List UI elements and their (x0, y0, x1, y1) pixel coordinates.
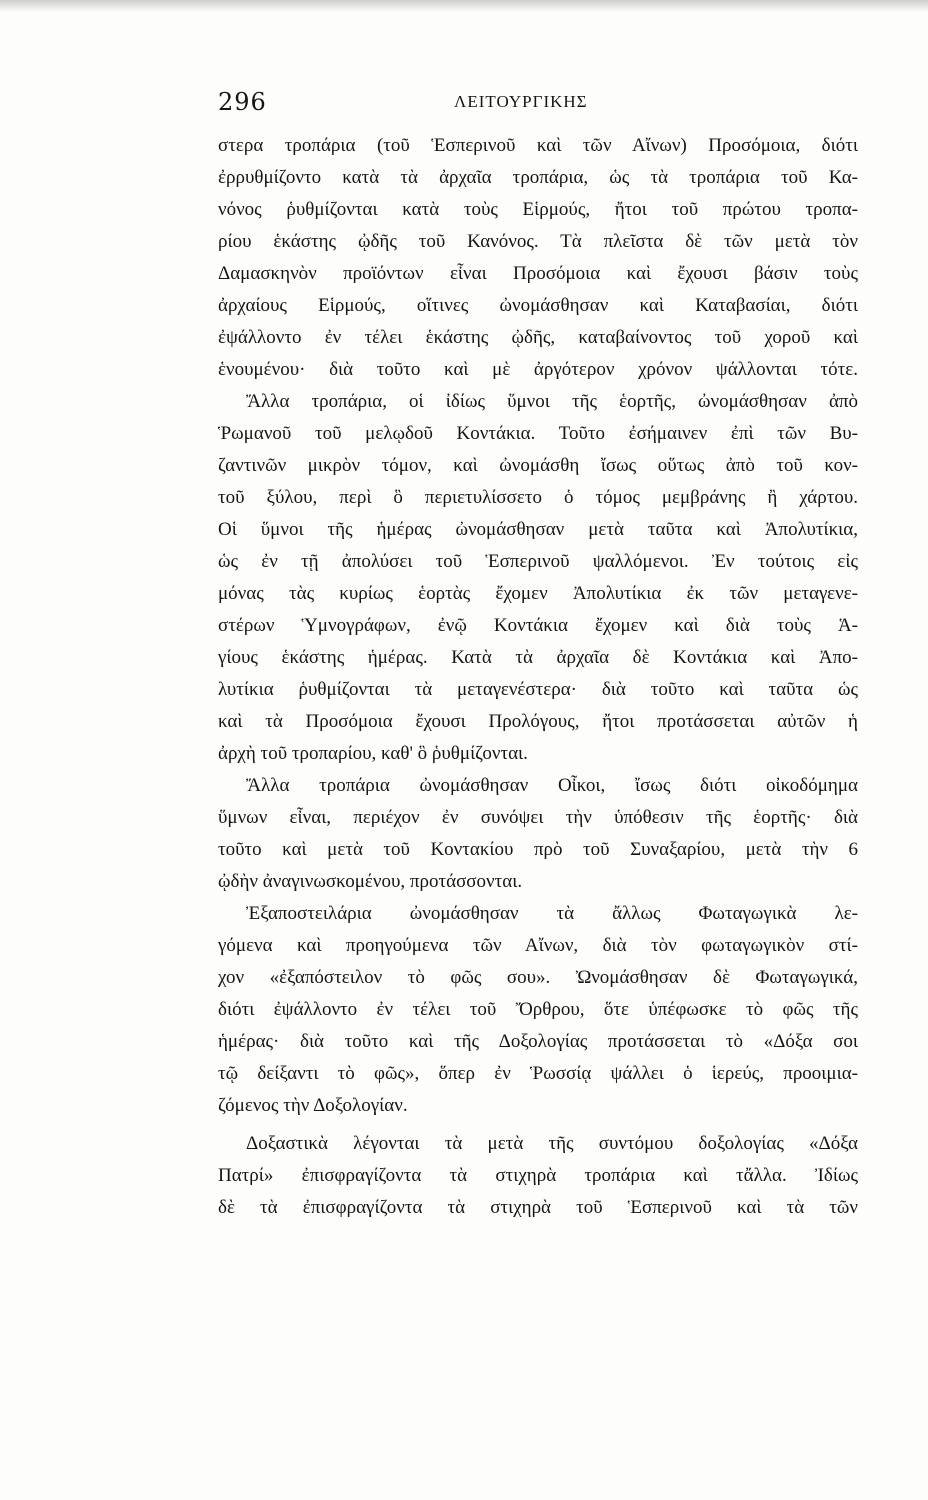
text-line: Δοξαστικὰ λέγονται τὰ μετὰ τῆς συντόμου δοξολογίας «Δόξα (246, 1133, 858, 1154)
text-line: καὶ τὰ Προσόμοια ἔχουσι Προλόγους, ἤτοι προτάσσεται αὐτῶν ἡ (218, 711, 858, 732)
page-number: 296 (218, 88, 267, 116)
text-line: ὡς ἐν τῇ ἀπολύσει τοῦ Ἑσπερινοῦ ψαλλόμενοι. Ἐν τούτοις εἰς (218, 551, 858, 572)
text-line: ἐψάλλοντο ἐν τέλει ἑκάστης ᾠδῆς, καταβαίνοντος τοῦ χοροῦ καὶ (218, 327, 858, 348)
text-line: Ῥωμανοῦ τοῦ μελῳδοῦ Κοντάκια. Τοῦτο ἐσήμαινεν ἐπὶ τῶν Βυ- (218, 423, 858, 444)
text-line: τοῦ ξύλου, περὶ ὃ περιετυλίσσετο ὁ τόμος μεμβράνης ἢ χάρτου. (218, 487, 858, 508)
text-line: ἀρχαίους Εἱρμούς, οἵτινες ὠνομάσθησαν καὶ Καταβασίαι, διότι (218, 295, 858, 316)
text-line: γίους ἑκάστης ἡμέρας. Κατὰ τὰ ἀρχαῖα δὲ Κοντάκια καὶ Ἀπο- (218, 647, 858, 668)
text-line: ζόμενος τὴν Δοξολογίαν. (218, 1095, 408, 1116)
text-line: χον «ἐξαπόστειλον τὸ φῶς σου». Ὠνομάσθησαν δὲ Φωταγωγικά, (218, 967, 858, 988)
text-line: ἑνουμένου· διὰ τοῦτο καὶ μὲ ἀργότερον χρόνον ψάλλονται τότε. (218, 359, 858, 380)
text-line: ζαντινῶν μικρὸν τόμον, καὶ ὠνομάσθη ἴσως οὕτως ἀπὸ τοῦ κον- (218, 455, 858, 476)
running-title: ΛΕΙΤΟΥΡΓΙΚΗΣ (454, 92, 588, 111)
text-line: ρίου ἑκάστης ᾠδῆς τοῦ Κανόνος. Τὰ πλεῖστα δὲ τῶν μετὰ τὸν (218, 231, 858, 252)
text-line: ὕμνων εἶναι, περιέχον ἐν συνόψει τὴν ὑπόθεσιν τῆς ἑορτῆς· διὰ (218, 807, 858, 828)
text-line: Δαμασκηνὸν προϊόντων εἶναι Προσόμοια καὶ ἔχουσι βάσιν τοὺς (218, 263, 858, 284)
text-line: τῷ δείξαντι τὸ φῶς», ὅπερ ἐν Ῥωσσίᾳ ψάλλει ὁ ἱερεύς, προοιμια- (218, 1063, 858, 1084)
text-line: τοῦτο καὶ μετὰ τοῦ Κοντακίου πρὸ τοῦ Συναξαρίου, μετὰ τὴν 6 (218, 839, 858, 860)
page-header (218, 88, 856, 122)
text-line: δὲ τὰ ἐπισφραγίζοντα τὰ στιχηρὰ τοῦ Ἑσπερινοῦ καὶ τὰ τῶν (218, 1197, 858, 1218)
text-line: νόνος ῥυθμίζονται κατὰ τοὺς Εἱρμούς, ἤτοι τοῦ πρώτου τροπα- (218, 199, 858, 220)
body-text (218, 130, 858, 1224)
text-line: ἀρχὴ τοῦ τροπαρίου, καθ' ὃ ῥυθμίζονται. (218, 743, 528, 764)
text-line: γόμενα καὶ προηγούμενα τῶν Αἴνων, διὰ τὸν φωταγωγικὸν στί- (218, 935, 858, 956)
text-line: ἡμέρας· διὰ τοῦτο καὶ τῆς Δοξολογίας προτάσσεται τὸ «Δόξα σοι (218, 1031, 858, 1052)
text-line: Πατρί» ἐπισφραγίζοντα τὰ στιχηρὰ τροπάρια καὶ τἄλλα. Ἰδίως (218, 1165, 858, 1186)
text-line: λυτίκια ῥυθμίζονται τὰ μεταγενέστερα· διὰ τοῦτο καὶ ταῦτα ὡς (218, 679, 858, 700)
text-line: Ἐξαποστειλάρια ὠνομάσθησαν τὰ ἄλλως Φωταγωγικὰ λε- (246, 903, 858, 924)
text-line: στερα τροπάρια (τοῦ Ἑσπερινοῦ καὶ τῶν Αἴνων) Προσόμοια, διότι (218, 135, 858, 156)
scan-edge-shadow (0, 0, 928, 12)
text-line: ἐρρυθμίζοντο κατὰ τὰ ἀρχαῖα τροπάρια, ὡς τὰ τροπάρια τοῦ Κα- (218, 167, 858, 188)
text-line: ᾠδὴν ἀναγινωσκομένου, προτάσσονται. (218, 871, 523, 892)
text-line: στέρων Ὑμνογράφων, ἐνῷ Κοντάκια ἔχομεν καὶ διὰ τοὺς Ἁ- (218, 615, 858, 636)
text-line: μόνας τὰς κυρίως ἑορτὰς ἔχομεν Ἀπολυτίκια ἐκ τῶν μεταγενε- (218, 583, 858, 604)
text-line: διότι ἐψάλλοντο ἐν τέλει τοῦ Ὄρθρου, ὅτε ὑπέφωσκε τὸ φῶς τῆς (218, 999, 858, 1020)
text-line: Ἄλλα τροπάρια ὠνομάσθησαν Οἶκοι, ἴσως διότι οἰκοδόμημα (246, 775, 858, 796)
text-line: Οἱ ὕμνοι τῆς ἡμέρας ὠνομάσθησαν μετὰ ταῦτα καὶ Ἀπολυτίκια, (218, 519, 858, 540)
text-line: Ἄλλα τροπάρια, οἱ ἰδίως ὕμνοι τῆς ἑορτῆς, ὠνομάσθησαν ἀπὸ (246, 391, 858, 412)
